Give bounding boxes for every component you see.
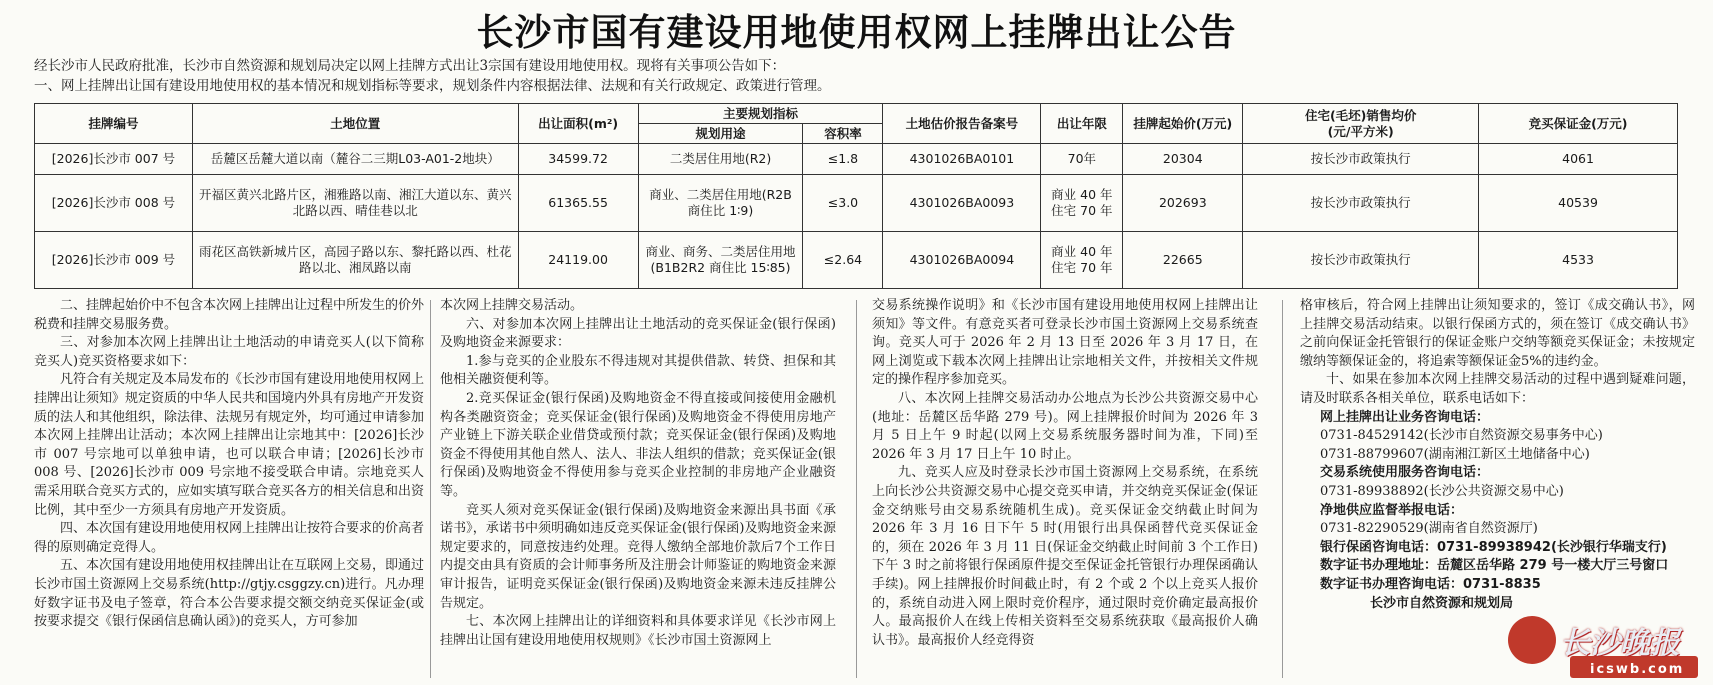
cell-report: 4301026BA0101 <box>883 144 1041 175</box>
cell-avg: 按长沙市政策执行 <box>1243 144 1479 175</box>
cell-use: 商业、二类居住用地(R2B 商住比 1∶9) <box>638 174 803 231</box>
cell-deposit: 4533 <box>1479 231 1678 288</box>
contact-phone: 0731-82290529(湖南省自然资源厅) <box>1320 521 1538 537</box>
newspaper-url: icswb.com <box>1590 662 1685 677</box>
paragraph: 1.参与竞买的企业股东不得违规对其提供借款、转贷、担保和其他相关融资便利等。 <box>440 353 836 388</box>
paragraph: 四、本次国有建设用地使用权网上挂牌出让按符合要求的价高者得的原则确定竞得人。 <box>34 521 424 555</box>
cell-deposit: 40539 <box>1479 174 1678 231</box>
paragraph: 六、对参加本次网上挂牌出让土地活动的竞买保证金(银行保函)及购地资金来源要求： <box>440 316 836 351</box>
contact-bank: 银行保函咨询电话：0731-89938942(长沙银行华瑞支行) <box>1320 539 1667 555</box>
cell-price: 22665 <box>1123 231 1243 288</box>
paragraph: 交易系统操作说明》和《长沙市国有建设用地使用权网上挂牌出让须知》等文件。有意竞买者可登录长沙市国土资源网上交易系统查询。竞买人可于 2026 年 2 月 13 日至 2026 年 3 月 17 日，在网上浏览或下载本次网上挂牌出让宗地相关文件，并按相关文件规定的操作程序参加竞买。 <box>872 298 1258 388</box>
cell-far: ≤3.0 <box>803 174 883 231</box>
header-price: 挂牌起始价(万元) <box>1123 104 1243 144</box>
paragraph: 竞买人须对竞买保证金(银行保函)及购地资金来源出具书面《承诺书》，承诺书中须明确如违反竞买保证金(银行保函)及购地资金来源规定要求的，同意按违约处理。竞得人缴纳全部地价款后7个工作日内提交由具有资质的会计师事务所及注册会计师鉴证的购地资金来源审计报告，证明竞买保证金(银行保函)及购地资金来源未违反挂牌公告规定。 <box>440 502 836 611</box>
newspaper-logo: 长沙晚报 <box>1560 626 1680 661</box>
contact-heading: 净地供应监督举报电话： <box>1320 502 1464 518</box>
header-location: 土地位置 <box>192 104 518 144</box>
land-table <box>34 103 1678 289</box>
cell-area: 24119.00 <box>518 231 638 288</box>
cell-area: 34599.72 <box>518 144 638 175</box>
cell-report: 4301026BA0094 <box>883 231 1041 288</box>
contact-phone: 0731-89938892(长沙公共资源交易中心) <box>1320 483 1564 499</box>
cell-years: 商业 40 年 住宅 70 年 <box>1041 231 1123 288</box>
cell-area: 61365.55 <box>518 174 638 231</box>
cell-location: 雨花区高铁新城片区，高园子路以东、黎托路以西、杜花路以北、湘凤路以南 <box>192 231 518 288</box>
header-avg-unit: (元/平方米) <box>1327 123 1394 139</box>
contact-heading: 交易系统使用服务咨询电话： <box>1320 465 1490 481</box>
cell-avg: 按长沙市政策执行 <box>1243 174 1479 231</box>
header-years: 出让年限 <box>1041 104 1123 144</box>
header-planning: 主要规划指标 <box>638 104 883 124</box>
cell-location: 开福区黄兴北路片区，湘雅路以南、湘江大道以东、黄兴北路以西、晴佳巷以北 <box>192 174 518 231</box>
cell-location: 岳麓区岳麓大道以南（麓谷二三期L03-A01-2地块） <box>192 144 518 175</box>
header-id: 挂牌编号 <box>35 104 193 144</box>
table-row <box>35 144 1678 175</box>
column-divider <box>1282 300 1283 678</box>
cell-report: 4301026BA0093 <box>883 174 1041 231</box>
header-avg-title: 住宅(毛坯)销售均价 <box>1304 107 1417 123</box>
paragraph: 三、对参加本次网上挂牌出让土地活动的申请竞买人(以下简称竞买人)竞买资格要求如下： <box>34 335 424 369</box>
cell-avg: 按长沙市政策执行 <box>1243 231 1479 288</box>
cell-price: 20304 <box>1123 144 1243 175</box>
text-column-3 <box>872 297 1258 682</box>
paragraph: 九、竞买人应及时登录长沙市国土资源网上交易系统，在系统上向长沙公共资源交易中心提交竞买申请，并交纳竞买保证金(保证金交纳账号由交易系统随机生成)。竞买保证金交纳截止时间为 2026 年 3 月 16 日下午 5 时(用银行出具保函替代竞买保证金的，须在 2026 年 3 月 11 日(保证金交纳截止时间前 3 个工作日)下午 3 时之前将银行保函原件提交至保证金托管银行办理保函确认手续)。网上挂牌报价时间截止时，有 2 个或 2 个以上竞买人报价的，系统自动进入网上限时竞价程序，通过限时竞价确定最高报价人。最高报价人在线上传相关资料至交易系统获取《最高报价人确认书》。最高报价人经竞得资 <box>872 465 1258 648</box>
cell-years: 商业 40 年 住宅 70 年 <box>1041 174 1123 231</box>
signature: 长沙市自然资源和规划局 <box>1370 595 1514 611</box>
cell-price: 202693 <box>1123 174 1243 231</box>
paragraph: 八、本次网上挂牌交易活动办公地点为长沙公共资源交易中心(地址：岳麓区岳华路 279 号)。网上挂牌报价时间为 2026 年 3 月 5 日上午 9 时起(以网上交易系统服务器时间为准，下同)至 2026 年 3 月 17 日上午 10 时止。 <box>872 390 1258 462</box>
paragraph: 十、如果在参加本次网上挂牌交易活动的过程中遇到疑难问题，请及时联系各相关单位，联系电话如下： <box>1300 372 1695 406</box>
text-column-1 <box>34 297 424 682</box>
header-deposit: 竞买保证金(万元) <box>1479 104 1678 144</box>
header-report: 土地估价报告备案号 <box>883 104 1041 144</box>
intro-line-1: 经长沙市人民政府批准，长沙市自然资源和规划局决定以网上挂牌方式出让3宗国有建设用地使用权。现将有关事项公告如下： <box>34 58 786 74</box>
contact-cert-address: 数字证书办理地址：岳麓区岳华路 279 号一楼大厅三号窗口 <box>1320 558 1669 574</box>
paragraph: 二、挂牌起始价中不包含本次网上挂牌出让过程中所发生的价外税费和挂牌交易服务费。 <box>34 298 424 332</box>
table-row <box>35 174 1678 231</box>
intro-line-2: 一、网上挂牌出让国有建设用地使用权的基本情况和规划指标等要求，规划条件内容根据法律、法规和有关行政规定、政策进行管理。 <box>34 78 831 94</box>
cell-years: 70年 <box>1041 144 1123 175</box>
paragraph: 本次网上挂牌交易活动。 <box>440 298 584 313</box>
header-avg <box>1243 104 1479 144</box>
column-divider <box>430 300 431 678</box>
text-column-2 <box>440 297 836 682</box>
contact-phone: 0731-84529142(长沙市自然资源交易事务中心) <box>1320 428 1603 444</box>
cell-id: [2026]长沙市 008 号 <box>35 174 193 231</box>
intro <box>34 56 1684 96</box>
page-title: 长沙市国有建设用地使用权网上挂牌出让公告 <box>476 11 1237 54</box>
paragraph: 五、本次国有建设用地使用权挂牌出让在互联网上交易，即通过长沙市国土资源网上交易系统(http://gtjy.csggzy.cn)进行。凡办理好数字证书及电子签章，符合本公告要求提交额交纳竞买保证金(或按要求提交《银行保函信息确认函》)的竞买人，方可参加 <box>34 558 424 630</box>
header-area: 出让面积(m²) <box>518 104 638 144</box>
header-use: 规划用途 <box>638 124 803 144</box>
column-divider <box>856 300 857 678</box>
contact-phone: 0731-88799607(湖南湘江新区土地储备中心) <box>1320 446 1590 462</box>
table-row <box>35 231 1678 288</box>
cell-id: [2026]长沙市 009 号 <box>35 231 193 288</box>
cell-deposit: 4061 <box>1479 144 1678 175</box>
paragraph: 格审核后，符合网上挂牌出让须知要求的，签订《成交确认书》，网上挂牌交易活动结束。以银行保函方式的，须在签订《成交确认书》之前向保证金托管银行的保证金账户交纳等额竞买保证金；未按规定缴纳等额保证金的，将追索等额保证金5%的违约金。 <box>1300 298 1695 369</box>
contact-cert-phone: 数字证书办理咨询电话：0731-8835 <box>1320 576 1541 592</box>
cell-far: ≤2.64 <box>803 231 883 288</box>
paragraph: 凡符合有关规定及本局发布的《长沙市国有建设用地使用权网上挂牌出让须知》规定资质的中华人民共和国境内外具有房地产开发资质的法人和其他组织，除法律、法规另有规定外，均可通过申请参加本次网上挂牌出让活动；本次网上挂牌出让宗地其中：[2026]长沙市 007 号宗地可以单独申请，也可以联合申请；[2026]长沙市 008 号、[2026]长沙市 009 号宗地不接受联合申请。宗地竞买人需采用联合竞买方式的，应如实填写联合竞买各方的相关信息和出资比例，其中至少一方须具有房地产开发资质。 <box>34 372 424 518</box>
cell-id: [2026]长沙市 007 号 <box>35 144 193 175</box>
paragraph: 七、本次网上挂牌出让的详细资料和具体要求详见《长沙市网上挂牌出让国有建设用地使用权规则》《长沙市国土资源网上 <box>440 614 836 648</box>
paragraph: 2.竞买保证金(银行保函)及购地资金不得直接或间接使用金融机构各类融资资金；竞买保证金(银行保函)及购地资金不得使用房地产产业链上下游关联企业借贷或预付款；竞买保证金(银行保函)及购地资金不得使用其他自然人、法人、非法人组织的借款；竞买保证金(银行保函)及购地资金不得使用参与竞买企业控制的非房地产企业融资等。 <box>440 390 836 499</box>
cell-far: ≤1.8 <box>803 144 883 175</box>
contact-heading: 网上挂牌出让业务咨询电话： <box>1320 409 1490 425</box>
cell-use: 商业、商务、二类居住用地(B1B2R2 商住比 15∶85) <box>638 231 803 288</box>
header-far: 容积率 <box>803 124 883 144</box>
cell-use: 二类居住用地(R2) <box>638 144 803 175</box>
newspaper-logo-badge <box>1508 616 1556 664</box>
